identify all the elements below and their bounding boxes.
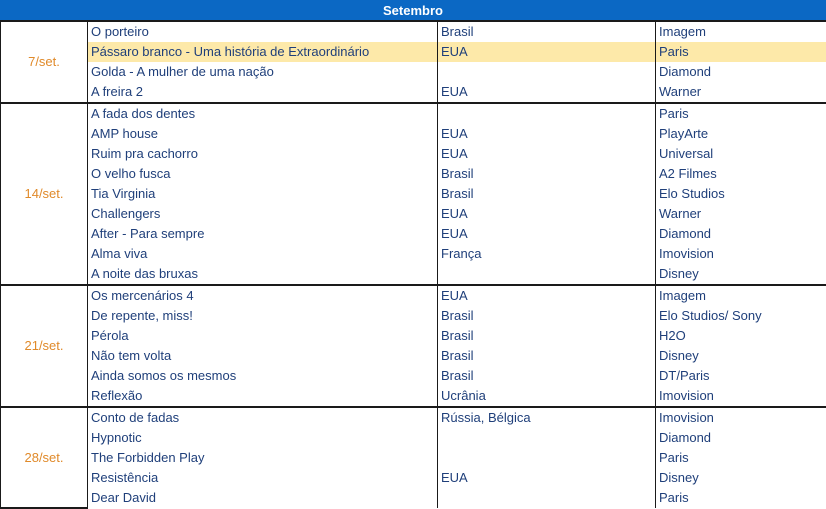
distributor-cell: Paris [656, 488, 826, 508]
country-cell [438, 103, 656, 124]
table-row [1, 184, 826, 204]
table-row [1, 82, 826, 103]
distributor-cell: Imovision [656, 244, 826, 264]
distributor-cell: DT/Paris [656, 366, 826, 386]
country-cell: EUA [438, 42, 656, 62]
movie-title-cell: Tia Virginia [88, 184, 438, 204]
month-header [0, 0, 826, 21]
distributor-cell: Universal [656, 144, 826, 164]
country-cell: Brasil [438, 366, 656, 386]
country-cell: Ucrânia [438, 386, 656, 407]
table-row [1, 326, 826, 346]
country-cell [438, 62, 656, 82]
distributor-cell: Diamond [656, 428, 826, 448]
release-table-body [1, 21, 826, 508]
movie-title-cell: Dear David [88, 488, 438, 508]
country-cell [438, 488, 656, 508]
country-cell: Brasil [438, 21, 656, 42]
month-title: Setembro [383, 3, 443, 18]
country-cell: EUA [438, 144, 656, 164]
country-cell: Brasil [438, 306, 656, 326]
movie-title-cell: A freira 2 [88, 82, 438, 103]
distributor-cell: Warner [656, 204, 826, 224]
distributor-cell: H2O [656, 326, 826, 346]
movie-title-cell: Golda - A mulher de uma nação [88, 62, 438, 82]
distributor-cell: A2 Filmes [656, 164, 826, 184]
movie-title-cell: Reflexão [88, 386, 438, 407]
release-date-cell: 28/set. [1, 407, 88, 508]
distributor-cell: Diamond [656, 224, 826, 244]
distributor-cell: Paris [656, 448, 826, 468]
movie-title-cell: Resistência [88, 468, 438, 488]
table-row [1, 62, 826, 82]
movie-title-cell: A fada dos dentes [88, 103, 438, 124]
distributor-cell: Warner [656, 82, 826, 103]
country-cell: EUA [438, 204, 656, 224]
movie-title-cell: O porteiro [88, 21, 438, 42]
distributor-cell: Paris [656, 103, 826, 124]
country-cell: Brasil [438, 326, 656, 346]
table-row [1, 448, 826, 468]
release-table [0, 20, 826, 509]
table-row [1, 124, 826, 144]
country-cell: Brasil [438, 184, 656, 204]
country-cell: EUA [438, 124, 656, 144]
distributor-cell: Imovision [656, 386, 826, 407]
movie-title-cell: AMP house [88, 124, 438, 144]
release-date-cell: 21/set. [1, 285, 88, 407]
table-row [1, 21, 826, 42]
movie-title-cell: The Forbidden Play [88, 448, 438, 468]
distributor-cell: Imagem [656, 21, 826, 42]
country-cell: EUA [438, 468, 656, 488]
country-cell: França [438, 244, 656, 264]
table-row [1, 407, 826, 428]
distributor-cell: PlayArte [656, 124, 826, 144]
table-row [1, 488, 826, 508]
movie-title-cell: A noite das bruxas [88, 264, 438, 285]
country-cell [438, 428, 656, 448]
movie-title-cell: Ainda somos os mesmos [88, 366, 438, 386]
movie-title-cell: Challengers [88, 204, 438, 224]
movie-title-cell: O velho fusca [88, 164, 438, 184]
country-cell: Brasil [438, 164, 656, 184]
table-row [1, 264, 826, 285]
distributor-cell: Elo Studios [656, 184, 826, 204]
country-cell: Brasil [438, 346, 656, 366]
distributor-cell: Disney [656, 346, 826, 366]
distributor-cell: Paris [656, 42, 826, 62]
table-row [1, 144, 826, 164]
movie-title-cell: Os mercenários 4 [88, 285, 438, 306]
table-row [1, 366, 826, 386]
table-row [1, 306, 826, 326]
distributor-cell: Diamond [656, 62, 826, 82]
distributor-cell: Disney [656, 468, 826, 488]
table-row [1, 164, 826, 184]
distributor-cell: Elo Studios/ Sony [656, 306, 826, 326]
table-row [1, 428, 826, 448]
country-cell [438, 264, 656, 285]
table-row [1, 204, 826, 224]
table-row [1, 468, 826, 488]
distributor-cell: Disney [656, 264, 826, 285]
country-cell: EUA [438, 285, 656, 306]
movie-title-cell: Pérola [88, 326, 438, 346]
movie-title-cell: Alma viva [88, 244, 438, 264]
release-date-cell: 14/set. [1, 103, 88, 285]
table-row [1, 103, 826, 124]
table-row [1, 386, 826, 407]
distributor-cell: Imagem [656, 285, 826, 306]
release-date-cell: 7/set. [1, 21, 88, 103]
movie-title-cell: Pássaro branco - Uma história de Extraordinário [88, 42, 438, 62]
table-row [1, 346, 826, 366]
movie-title-cell: Conto de fadas [88, 407, 438, 428]
table-row [1, 285, 826, 306]
country-cell: Rússia, Bélgica [438, 407, 656, 428]
movie-title-cell: Não tem volta [88, 346, 438, 366]
movie-title-cell: After - Para sempre [88, 224, 438, 244]
distributor-cell: Imovision [656, 407, 826, 428]
country-cell: EUA [438, 82, 656, 103]
movie-title-cell: Ruim pra cachorro [88, 144, 438, 164]
movie-title-cell: Hypnotic [88, 428, 438, 448]
table-row [1, 224, 826, 244]
movie-title-cell: De repente, miss! [88, 306, 438, 326]
country-cell: EUA [438, 224, 656, 244]
table-row [1, 42, 826, 62]
country-cell [438, 448, 656, 468]
table-row [1, 244, 826, 264]
